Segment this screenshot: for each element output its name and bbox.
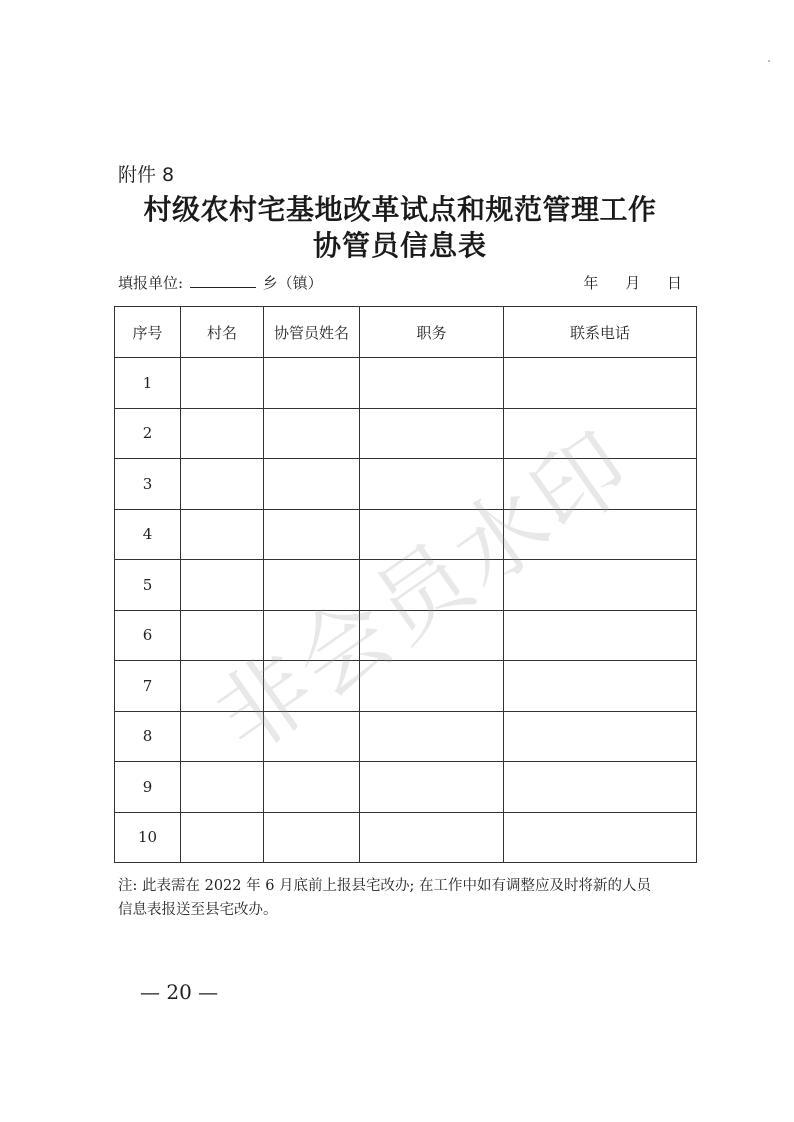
row-number: 5 [115,560,181,611]
row-number: 2 [115,408,181,459]
position-cell[interactable] [360,358,504,409]
scan-speck [768,60,770,62]
footnote-line1: 注: 此表需在 2022 年 6 月底前上报县宅改办; 在工作中如有调整应及时将新的人员 [118,878,652,894]
table-row [115,509,697,560]
phone-cell[interactable] [504,812,697,863]
position-cell[interactable] [360,459,504,510]
coordinator-name-cell[interactable] [264,661,360,712]
footnote-line2: 信息表报送至县宅改办。 [118,902,278,918]
table-row [115,560,697,611]
row-number: 10 [115,812,181,863]
coordinator-name-cell[interactable] [264,509,360,560]
month-label: 月 [625,274,641,292]
table-row [115,408,697,459]
reporting-unit [118,272,323,293]
village-name-cell[interactable] [181,610,264,661]
document-title-line1: 村级农村宅基地改革试点和规范管理工作 [143,193,657,226]
village-name-cell[interactable] [181,762,264,813]
row-number: 7 [115,661,181,712]
coordinator-name-cell[interactable] [264,560,360,611]
coordinator-name-cell[interactable] [264,812,360,863]
header-phone: 联系电话 [504,307,697,358]
position-cell[interactable] [360,610,504,661]
coordinator-name-cell[interactable] [264,408,360,459]
header-coordinator-name: 协管员姓名 [264,307,360,358]
day-label: 日 [666,274,682,292]
fill-in-row [118,272,690,296]
phone-cell[interactable] [504,610,697,661]
village-name-cell[interactable] [181,560,264,611]
phone-cell[interactable] [504,408,697,459]
coordinator-name-cell[interactable] [264,459,360,510]
phone-cell[interactable] [504,661,697,712]
coordinator-name-cell[interactable] [264,711,360,762]
village-name-cell[interactable] [181,661,264,712]
phone-cell[interactable] [504,560,697,611]
row-number: 8 [115,711,181,762]
row-number: 6 [115,610,181,661]
table-row [115,661,697,712]
position-cell[interactable] [360,711,504,762]
village-name-cell[interactable] [181,459,264,510]
year-label: 年 [583,274,599,292]
position-cell[interactable] [360,661,504,712]
table-row [115,358,697,409]
village-name-cell[interactable] [181,509,264,560]
header-serial: 序号 [115,307,181,358]
phone-cell[interactable] [504,762,697,813]
coordinator-info-table [114,306,697,863]
page-number: — 20 — [140,980,219,1004]
document-title-line2: 协管员信息表 [312,229,487,262]
attachment-label: 附件 8 [118,164,175,186]
village-name-cell[interactable] [181,711,264,762]
row-number: 1 [115,358,181,409]
position-cell[interactable] [360,762,504,813]
unit-blank-field [190,273,256,288]
village-name-cell[interactable] [181,358,264,409]
village-name-cell[interactable] [181,408,264,459]
position-cell[interactable] [360,509,504,560]
phone-cell[interactable] [504,711,697,762]
footnote [118,874,698,922]
unit-label: 填报单位: [118,274,184,292]
position-cell[interactable] [360,812,504,863]
position-cell[interactable] [360,560,504,611]
header-village-name: 村名 [181,307,264,358]
table-row [115,711,697,762]
date-fields [561,272,682,293]
watermark: 非会员水印 [197,410,652,774]
header-position: 职务 [360,307,504,358]
table-row [115,762,697,813]
row-number: 9 [115,762,181,813]
coordinator-name-cell[interactable] [264,610,360,661]
table-row [115,610,697,661]
coordinator-name-cell[interactable] [264,762,360,813]
phone-cell[interactable] [504,509,697,560]
row-number: 4 [115,509,181,560]
position-cell[interactable] [360,408,504,459]
table-header-row [115,307,697,358]
row-number: 3 [115,459,181,510]
table-row [115,459,697,510]
phone-cell[interactable] [504,459,697,510]
table-row [115,812,697,863]
village-name-cell[interactable] [181,812,264,863]
coordinator-name-cell[interactable] [264,358,360,409]
phone-cell[interactable] [504,358,697,409]
township-label: 乡（镇） [262,274,323,292]
